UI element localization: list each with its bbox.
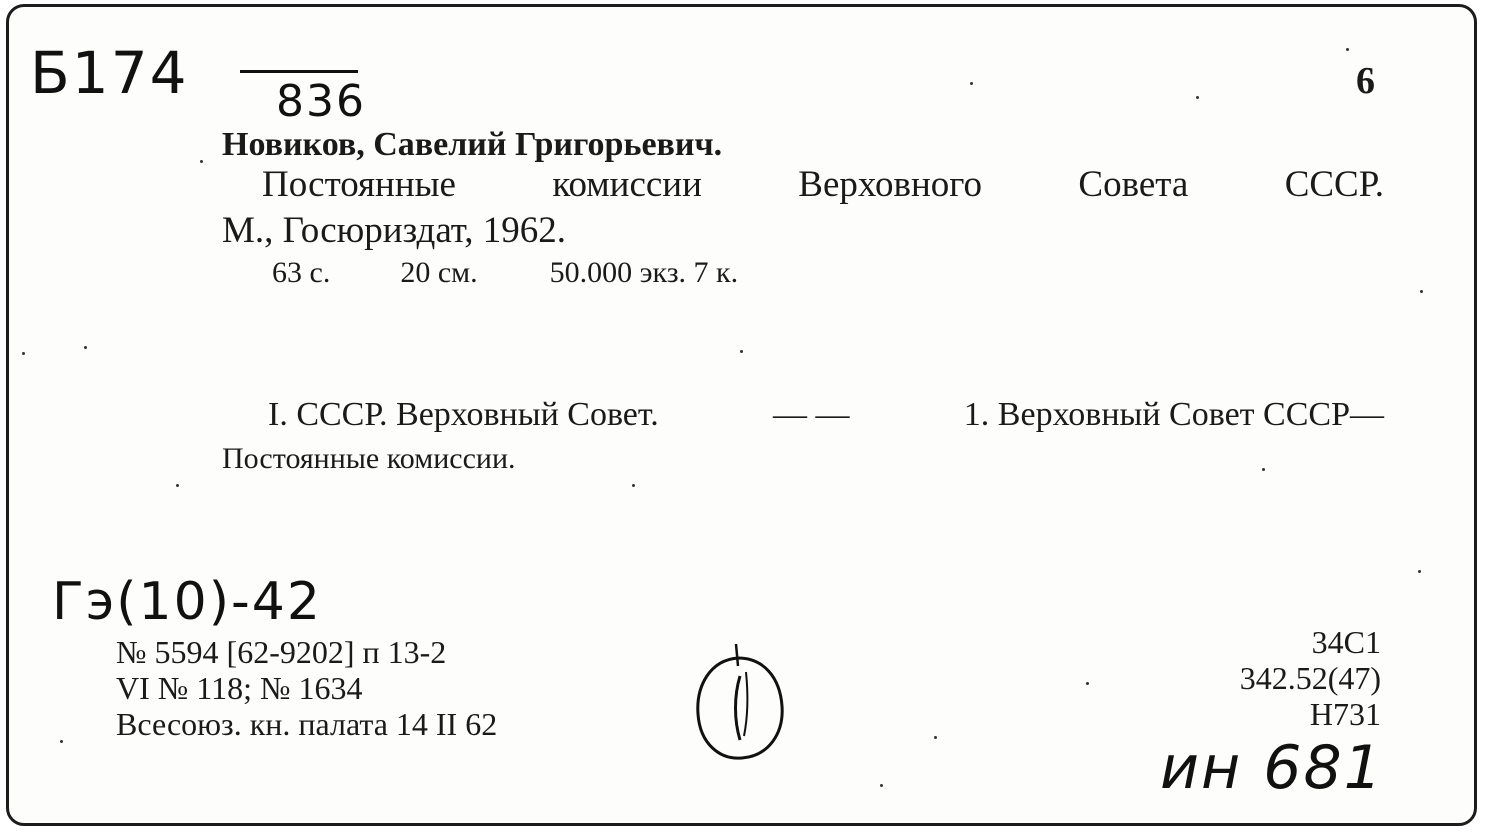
tracing-line-2: Постоянные комиссии. <box>222 442 516 475</box>
tracing-line-1 <box>268 398 1384 432</box>
chamber-imprint: Всесоюз. кн. палата 14 II 62 <box>116 706 498 742</box>
handwritten-underline <box>240 70 358 73</box>
registration-number: № 5594 [62-9202] п 13-2 <box>116 634 447 670</box>
pages: 63 с. <box>272 256 331 289</box>
title-word: Совета <box>1078 164 1189 205</box>
tracing-separator: — — <box>773 396 850 433</box>
author-mark: Н731 <box>1309 696 1381 732</box>
series-number: VI № 118; № 1634 <box>116 670 363 706</box>
speckle <box>176 484 179 487</box>
speckle <box>632 484 635 487</box>
speckle <box>60 740 63 743</box>
title-word: комиссии <box>552 164 702 205</box>
title-line-1 <box>262 166 1384 203</box>
handwritten-sub-number: 836 <box>276 76 366 127</box>
title-word: Верховного <box>798 164 983 205</box>
size: 20 см. <box>400 256 478 289</box>
title-word: Постоянные <box>262 164 456 205</box>
handwritten-classification: Гэ(10)-42 <box>52 572 322 632</box>
class-code-2: 342.52(47) <box>1239 660 1381 696</box>
speckle <box>1420 290 1423 293</box>
speckle <box>1418 570 1421 573</box>
card-number: 6 <box>1356 60 1375 102</box>
speckle <box>22 352 25 355</box>
class-code-1: 34С1 <box>1311 624 1381 660</box>
speckle <box>1196 96 1199 99</box>
title-tracing: 1. Верховный Совет СССР— <box>963 396 1384 433</box>
speckle <box>740 350 743 353</box>
speckle <box>880 784 883 787</box>
imprint-line: М., Госюриздат, 1962. <box>222 210 566 251</box>
speckle <box>200 160 203 163</box>
speckle <box>1262 468 1265 471</box>
title-word: СССР. <box>1284 164 1384 205</box>
speckle <box>1086 682 1089 685</box>
author-heading: Новиков, Савелий Григорьевич. <box>222 126 723 163</box>
handwritten-inventory-number: ин 681 <box>1160 733 1384 803</box>
handwritten-shelf-code: Б174 <box>30 39 189 107</box>
speckle <box>970 82 973 85</box>
collation-line <box>272 258 738 288</box>
speckle <box>84 346 87 349</box>
speckle <box>1346 48 1349 51</box>
subject-tracing: I. СССР. Верховный Совет. <box>268 396 659 433</box>
speckle <box>934 736 937 739</box>
stamp-mark-icon <box>690 636 790 766</box>
print-run-price: 50.000 экз. 7 к. <box>549 256 739 289</box>
